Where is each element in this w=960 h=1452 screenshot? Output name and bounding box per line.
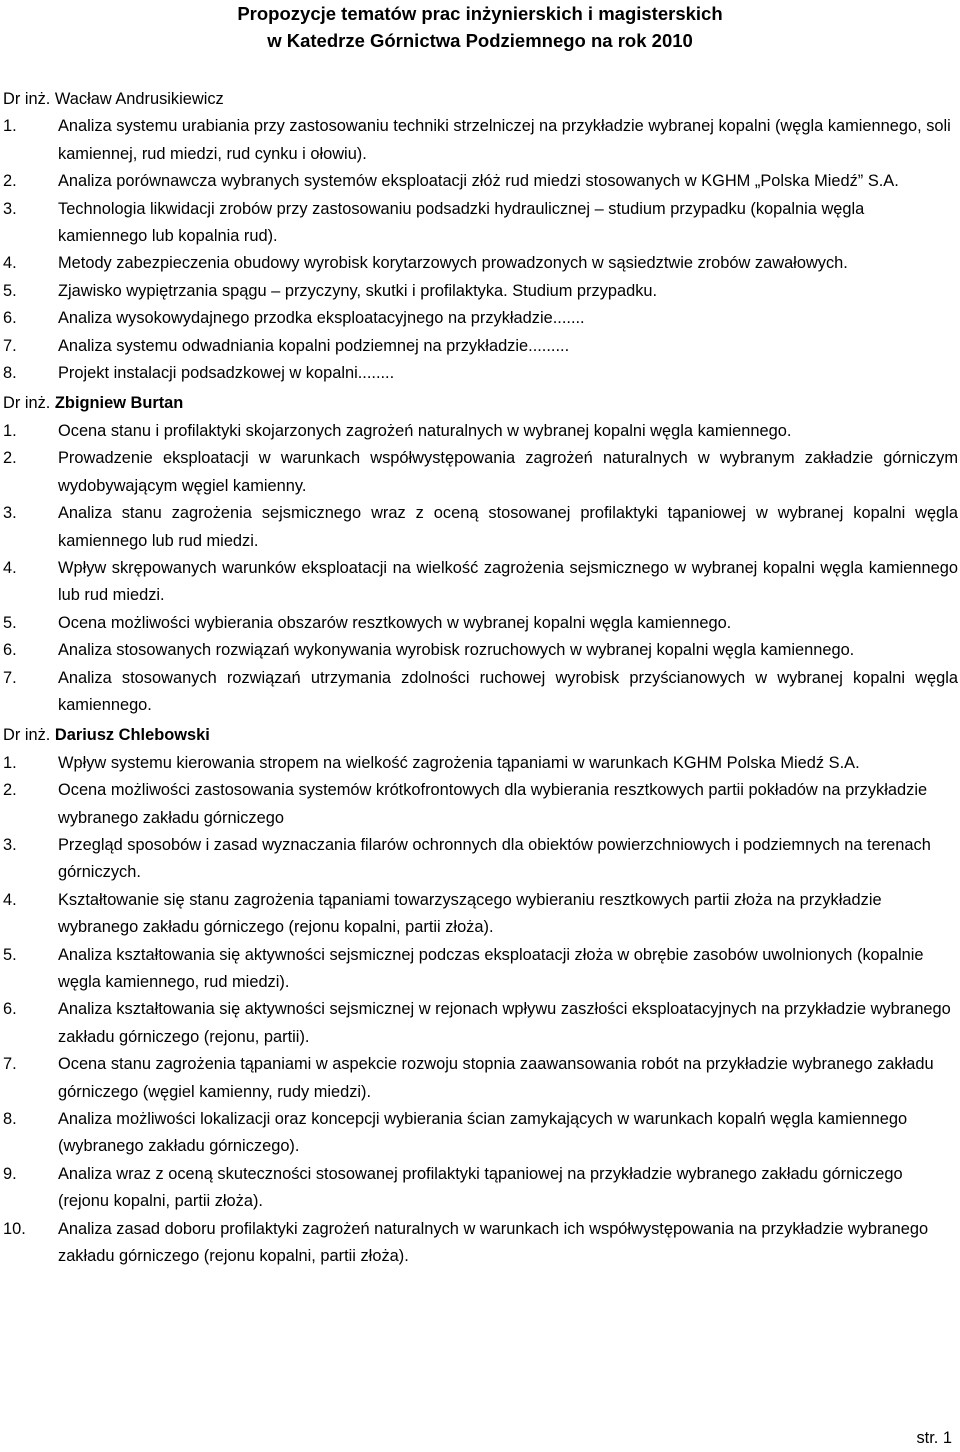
topic-text: Technologia likwidacji zrobów przy zastosowaniu podsadzki hydraulicznej – studium przypadku (kopalnia węgla kamiennego lub kopalnia rud). — [58, 199, 865, 246]
topic-number: 8. — [3, 364, 17, 383]
topic-text: Zjawisko wypiętrzania spągu – przyczyny, skutki i profilaktyka. Studium przypadku. — [58, 281, 658, 300]
topic-number: 3. — [3, 504, 17, 523]
topic-item — [3, 665, 958, 720]
section-andrusikiewicz — [3, 86, 958, 387]
topic-item — [3, 445, 958, 500]
topic-number: 5. — [3, 281, 17, 300]
topic-number: 6. — [3, 641, 17, 660]
topic-text: Metody zabezpieczenia obudowy wyrobisk korytarzowych prowadzonych w sąsiedztwie zrobów zawałowych. — [58, 254, 848, 273]
section-chlebowski — [3, 722, 958, 1270]
topic-text: Analiza stosowanych rozwiązań utrzymania zdolności ruchowej wyrobisk przyścianowych w wybranej kopalni węgla kamiennego. — [58, 668, 958, 714]
author-name: Zbigniew Burtan — [54, 394, 184, 413]
topic-item — [3, 278, 958, 305]
topic-number: 2. — [3, 172, 17, 191]
author-prefix: Dr inż. — [3, 394, 51, 413]
topic-item — [3, 887, 958, 942]
topic-number: 9. — [3, 1164, 17, 1183]
topic-text: Projekt instalacji podsadzkowej w kopalni........ — [58, 364, 395, 383]
author-heading — [3, 86, 958, 113]
topic-item — [3, 500, 958, 555]
topic-item — [3, 610, 958, 637]
topic-text: Wpływ skrępowanych warunków eksploatacji na wielkość zagrożenia sejsmicznego w wybranej kopalni węgla kamiennego lub rud miedzi. — [58, 558, 958, 605]
topic-number: 8. — [3, 1110, 17, 1129]
author-prefix: Dr inż. — [3, 90, 51, 108]
topic-text: Analiza stanu zagrożenia sejsmicznego wraz z oceną stosowanej profilaktyki tąpaniowej w wybranej kopalni węgla kamiennego lub rud miedzi. — [58, 504, 958, 550]
topic-item — [3, 1106, 958, 1161]
topic-item — [3, 333, 958, 360]
topic-item — [3, 942, 958, 997]
topic-item — [3, 250, 958, 277]
topic-item — [3, 1051, 958, 1106]
topic-item — [3, 750, 958, 777]
topic-text: Analiza porównawcza wybranych systemów eksploatacji złóż rud miedzi stosowanych w KGHM „Polska Miedź” S.A. — [58, 172, 899, 191]
topic-list — [3, 750, 958, 1271]
topic-item — [3, 305, 958, 332]
topic-item — [3, 113, 958, 168]
topic-item — [3, 777, 958, 832]
topic-text: Analiza możliwości lokalizacji oraz koncepcji wybierania ścian zamykających w warunkach kopalń węgla kamiennego (wybranego zakładu górniczego). — [58, 1110, 908, 1156]
topic-text: Ocena możliwości wybierania obszarów resztkowych w wybranej kopalni węgla kamiennego. — [58, 613, 732, 632]
topic-text: Ocena możliwości zastosowania systemów krótkofrontowych dla wybierania resztkowych partii pokładów na przykładzie wybranego zakładu górniczego — [58, 781, 928, 827]
topic-text: Analiza kształtowania się aktywności sejsmicznej w rejonach wpływu zaszłości eksploatacyjnych na przykładzie wybranego zakładu górniczego (rejonu, partii). — [58, 1000, 951, 1046]
topic-item — [3, 1216, 958, 1271]
topic-number: 2. — [3, 449, 17, 468]
topic-number: 7. — [3, 1055, 17, 1074]
topic-item — [3, 168, 958, 195]
topic-number: 6. — [3, 1000, 17, 1019]
topic-number: 4. — [3, 558, 17, 577]
topic-item — [3, 418, 958, 445]
topic-text: Analiza systemu urabiania przy zastosowaniu techniki strzelniczej na przykładzie wybranej kopalni (węgla kamiennego, soli kamiennej, rud miedzi, rud cynku i ołowiu). — [58, 117, 951, 163]
page-number: str. 1 — [916, 1429, 952, 1447]
author-heading — [3, 722, 958, 749]
topic-item — [3, 555, 958, 610]
topic-number: 5. — [3, 613, 17, 632]
topic-number: 1. — [3, 753, 17, 772]
topic-text: Analiza zasad doboru profilaktyki zagrożeń naturalnych w warunkach ich współwystępowania na przykładzie wybranego zakładu górniczego (rejonu kopalni, partii złoża). — [58, 1219, 929, 1266]
topic-number: 5. — [3, 945, 17, 964]
topic-number: 10. — [3, 1219, 26, 1238]
topic-number: 2. — [3, 781, 17, 800]
topic-text: Przegląd sposobów i zasad wyznaczania filarów ochronnych dla obiektów powierzchniowych i podziemnych na terenach górniczych. — [58, 835, 931, 882]
topic-text: Ocena stanu i profilaktyki skojarzonych zagrożeń naturalnych w wybranej kopalni węgla kamiennego. — [58, 421, 792, 440]
topic-number: 7. — [3, 336, 17, 355]
topic-number: 3. — [3, 199, 17, 218]
topic-text: Kształtowanie się stanu zagrożenia tąpaniami towarzyszącego wybieraniu resztkowych partii złoża na przykładzie wybranego zakładu górniczego (rejonu kopalni, partii złoża). — [58, 890, 882, 937]
topic-item — [3, 996, 958, 1051]
topic-item — [3, 1161, 958, 1216]
topic-text: Analiza wraz z oceną skuteczności stosowanej profilaktyki tąpaniowej na przykładzie wybranego zakładu górniczego (rejonu kopalni, partii złoża). — [58, 1164, 903, 1211]
topic-list — [3, 113, 958, 387]
topic-item — [3, 832, 958, 887]
title-line-2: w Katedrze Górnictwa Podziemnego na rok 2010 — [267, 30, 693, 51]
title-line-1: Propozycje tematów prac inżynierskich i magisterskich — [237, 3, 723, 24]
section-burtan — [3, 390, 958, 719]
topic-number: 4. — [3, 254, 17, 273]
topic-number: 1. — [3, 421, 17, 440]
topic-item — [3, 196, 958, 251]
topic-text: Analiza kształtowania się aktywności sejsmicznej podczas eksploatacji złoża w obrębie zasobów uwolnionych (kopalnie węgla kamiennego, rud miedzi). — [58, 945, 924, 991]
author-prefix: Dr inż. — [3, 726, 51, 745]
author-name: Dariusz Chlebowski — [54, 726, 210, 745]
topic-text: Analiza wysokowydajnego przodka eksploatacyjnego na przykładzie....... — [58, 309, 585, 328]
author-name: Wacław Andrusikiewicz — [54, 90, 224, 108]
topic-number: 3. — [3, 835, 17, 854]
topic-text: Ocena stanu zagrożenia tąpaniami w aspekcie rozwoju stopnia zaawansowania robót na przykładzie wybranego zakładu górniczego (węgiel kamienny, rudy miedzi). — [58, 1055, 934, 1101]
topic-text: Wpływ systemu kierowania stropem na wielkość zagrożenia tąpaniami w warunkach KGHM Polska Miedź S.A. — [58, 753, 860, 772]
topic-number: 6. — [3, 309, 17, 328]
topic-text: Analiza stosowanych rozwiązań wykonywania wyrobisk rozruchowych w wybranej kopalni węgla kamiennego. — [58, 641, 855, 660]
topic-number: 7. — [3, 668, 17, 687]
topic-list — [3, 418, 958, 719]
topic-item — [3, 637, 958, 664]
topic-text: Analiza systemu odwadniania kopalni podziemnej na przykładzie......... — [58, 336, 570, 355]
document-body — [3, 86, 958, 1270]
topic-number: 4. — [3, 890, 17, 909]
topic-number: 1. — [3, 117, 17, 136]
topic-item — [3, 360, 958, 387]
author-heading — [3, 390, 958, 417]
topic-text: Prowadzenie eksploatacji w warunkach współwystępowania zagrożeń naturalnych w wybranym zakładzie górniczym wydobywającym węgiel kamienny. — [58, 449, 958, 495]
document-title — [0, 0, 960, 54]
